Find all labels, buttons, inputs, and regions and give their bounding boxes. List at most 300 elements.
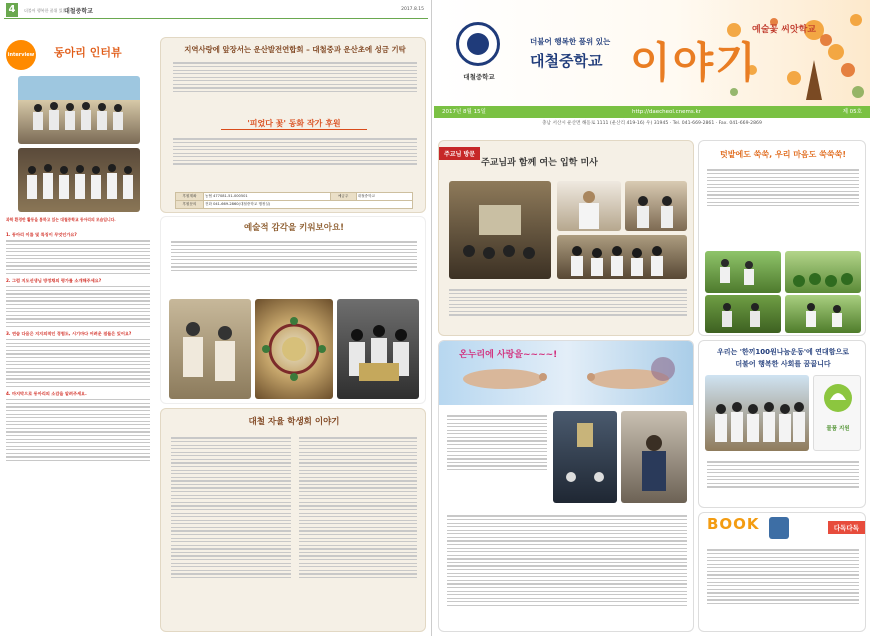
campaign-photo-figures — [705, 375, 809, 451]
text-line — [171, 516, 291, 517]
text-line — [6, 361, 150, 362]
text-line — [447, 565, 687, 566]
text-line — [171, 527, 291, 528]
running-title: 대철중학교 — [64, 8, 93, 15]
text-line — [447, 583, 687, 584]
text-line — [171, 487, 291, 488]
love-title: 온누리에 사랑을~~~~! — [459, 350, 558, 360]
text-line — [6, 326, 150, 327]
text-line — [449, 297, 687, 298]
club-title: 동아리 인터뷰 — [54, 46, 122, 59]
text-line — [171, 563, 291, 564]
text-line — [447, 533, 687, 534]
text-line — [447, 451, 547, 452]
text-line — [707, 553, 859, 554]
love-text-left — [447, 413, 547, 473]
text-line — [6, 375, 150, 376]
art-photo-2 — [255, 299, 333, 399]
text-line — [6, 460, 150, 461]
club-photo-1-figures — [18, 76, 140, 144]
text-line — [447, 537, 687, 538]
text-line — [299, 448, 417, 449]
text-line — [707, 180, 859, 181]
text-line — [171, 256, 417, 257]
text-line — [171, 555, 291, 556]
text-line — [299, 527, 417, 528]
text-line — [299, 473, 417, 474]
text-line — [173, 156, 417, 157]
text-line — [299, 541, 417, 542]
text-line — [171, 566, 291, 567]
text-line — [447, 448, 547, 449]
text-line — [6, 297, 150, 298]
text-line — [173, 163, 417, 164]
text-line — [6, 439, 150, 440]
text-line — [171, 252, 417, 253]
text-line — [299, 570, 417, 571]
text-line — [6, 286, 150, 287]
text-line — [171, 241, 417, 242]
text-line — [447, 455, 547, 456]
text-line — [6, 386, 150, 387]
love-photo-1-scene — [553, 411, 617, 503]
club-photo-1 — [18, 76, 140, 144]
book-logo: BOOK — [707, 515, 760, 533]
text-line — [171, 573, 291, 574]
text-line — [447, 587, 687, 588]
text-line — [707, 560, 859, 561]
text-line — [6, 258, 150, 259]
text-line — [6, 424, 150, 425]
text-line — [707, 472, 859, 473]
art-text — [171, 239, 417, 274]
text-line — [6, 431, 150, 432]
text-line — [171, 270, 417, 271]
text-line — [6, 382, 150, 383]
text-line — [6, 244, 150, 245]
text-line — [6, 315, 150, 316]
text-line — [299, 491, 417, 492]
text-line — [447, 591, 687, 592]
text-line — [447, 465, 547, 466]
text-line — [299, 480, 417, 481]
club-q2: 2. 그럼 지도선생님 방정채의 평가를 소개해주세요? — [6, 277, 102, 283]
text-line — [299, 545, 417, 546]
text-line — [6, 378, 150, 379]
text-line — [299, 516, 417, 517]
text-line — [173, 153, 417, 154]
right-page — [434, 0, 870, 636]
text-line — [707, 567, 859, 568]
text-line — [173, 62, 417, 63]
emblem-school-name: 대철중학교 — [463, 73, 495, 81]
text-line — [6, 410, 150, 411]
left-running-head — [4, 3, 428, 19]
visit-tag: 주교님 방문 — [439, 147, 480, 160]
website[interactable]: http://daecheol.cnems.kr — [632, 109, 701, 115]
text-line — [171, 259, 417, 260]
text-line — [447, 523, 687, 524]
text-line — [299, 534, 417, 535]
visit-title: 주교님과 함께 여는 입학 미사 — [481, 158, 598, 168]
text-line — [171, 245, 417, 246]
text-line — [171, 249, 417, 250]
visit-section — [438, 140, 694, 336]
text-line — [6, 248, 150, 249]
garden-photo-1-figures — [705, 251, 781, 293]
page-date: 2017.8.15 — [401, 7, 424, 12]
text-line — [707, 476, 859, 477]
art-school-logo: 예술꽃 씨앗학교 — [752, 25, 816, 35]
text-line — [171, 480, 291, 481]
text-line — [6, 308, 150, 309]
campaign-photo — [705, 375, 809, 451]
club-photo-2-figures — [18, 148, 140, 212]
art-photo-1-figures — [169, 299, 251, 399]
text-line — [171, 484, 291, 485]
emblem-inner — [467, 33, 489, 55]
text-line — [707, 592, 859, 593]
sponsor-label: 물품 지원 — [826, 426, 850, 432]
text-line — [447, 423, 547, 424]
text-line — [173, 73, 417, 74]
text-line — [171, 470, 291, 471]
text-line — [171, 491, 291, 492]
text-line — [173, 149, 417, 150]
visit-photo-4 — [557, 235, 687, 279]
text-line — [707, 557, 859, 558]
visit-photo-3-figures — [625, 181, 687, 231]
club-q1: 1. 동아리 이름 및 특징이 무엇인가요? — [6, 232, 77, 237]
community-text — [173, 60, 417, 95]
dadok-tag: 다독다독 — [828, 521, 865, 534]
text-line — [449, 314, 687, 315]
text-line — [299, 502, 417, 503]
flower-text — [173, 136, 417, 167]
text-line — [6, 368, 150, 369]
text-line — [299, 505, 417, 506]
text-line — [173, 80, 417, 81]
text-line — [6, 290, 150, 291]
text-line — [6, 442, 150, 443]
text-line — [299, 538, 417, 539]
text-line — [299, 459, 417, 460]
text-line — [171, 445, 291, 446]
text-line — [173, 146, 417, 147]
text-line — [171, 530, 291, 531]
story-title: 이야기 — [630, 38, 758, 87]
text-line — [447, 555, 687, 556]
text-line — [6, 339, 150, 340]
text-line — [707, 177, 859, 178]
issue-number: 제 05호 — [842, 109, 862, 115]
text-line — [707, 578, 859, 579]
text-line — [173, 160, 417, 161]
text-line — [299, 441, 417, 442]
text-line — [707, 564, 859, 565]
campaign-title-2: 더불어 행복한 사회를 꿈꿉니다 — [735, 360, 831, 368]
text-line — [299, 495, 417, 496]
art-photo-2-mandala — [255, 299, 333, 399]
visit-text — [449, 287, 687, 318]
text-line — [171, 509, 291, 510]
campaign-text — [707, 459, 859, 490]
text-line — [171, 552, 291, 553]
garden-photo-3-figures — [705, 295, 781, 333]
text-line — [299, 559, 417, 560]
text-line — [6, 456, 150, 457]
garden-photo-2 — [785, 251, 861, 293]
text-line — [171, 459, 291, 460]
text-line — [6, 343, 150, 344]
text-line — [707, 191, 859, 192]
table-row — [176, 201, 413, 209]
text-line — [447, 580, 687, 581]
love-photo-2-figure — [621, 411, 687, 503]
text-line — [6, 446, 150, 447]
text-line — [299, 455, 417, 456]
text-line — [171, 502, 291, 503]
text-line — [171, 466, 291, 467]
art-section — [160, 216, 426, 404]
book-section — [698, 512, 866, 632]
text-line — [6, 269, 150, 270]
text-line — [6, 371, 150, 372]
school-emblem — [456, 22, 500, 66]
campaign-section — [698, 340, 866, 508]
text-line — [707, 483, 859, 484]
text-line — [6, 417, 150, 418]
text-line — [447, 515, 687, 516]
text-line — [171, 437, 291, 438]
text-line — [171, 505, 291, 506]
text-line — [299, 523, 417, 524]
running-title-small: 더불어 행복한 품위 있는 — [24, 8, 67, 13]
text-line — [707, 194, 859, 195]
text-line — [447, 469, 547, 470]
visit-photo-4-figures — [557, 235, 687, 279]
text-line — [6, 350, 150, 351]
text-line — [449, 293, 687, 294]
text-line — [447, 415, 547, 416]
text-line — [173, 91, 417, 92]
text-line — [171, 577, 291, 578]
visit-photo-1 — [449, 181, 551, 279]
text-line — [173, 84, 417, 85]
text-line — [447, 605, 687, 606]
table-cell: 후원문의 — [176, 201, 204, 209]
text-line — [173, 70, 417, 71]
garden-photo-4 — [785, 295, 861, 333]
text-line — [447, 430, 547, 431]
sponsor-box — [813, 375, 861, 451]
address-line: 충남 서산시 운산면 해돋로 1111 (운산리 419-16) 우) 31945 · Tel. 041-669-2861 · Fax. 041-669-2869 — [542, 121, 762, 126]
text-line — [447, 458, 547, 459]
text-line — [6, 406, 150, 407]
page-number: 4 — [6, 3, 18, 17]
garden-photo-2-plants — [785, 251, 861, 293]
book-text — [707, 547, 859, 607]
text-line — [299, 577, 417, 578]
text-line — [171, 477, 291, 478]
slogan-big: 대철중학교 — [530, 52, 603, 70]
text-line — [707, 585, 859, 586]
text-line — [707, 173, 859, 174]
text-line — [447, 551, 687, 552]
garden-photo-1 — [705, 251, 781, 293]
text-line — [447, 440, 547, 441]
club-q4: 4. 마지막으로 동아리의 소감을 알려주세요. — [6, 390, 87, 396]
text-line — [299, 563, 417, 564]
text-line — [173, 77, 417, 78]
text-line — [6, 311, 150, 312]
text-line — [6, 357, 150, 358]
text-line — [6, 322, 150, 323]
text-line — [707, 461, 859, 462]
text-line — [299, 520, 417, 521]
visit-photo-3 — [625, 181, 687, 231]
visit-photo-1-scene — [449, 181, 551, 279]
text-line — [6, 399, 150, 400]
text-line — [447, 544, 687, 545]
text-line — [707, 582, 859, 583]
text-line — [707, 198, 859, 199]
love-text-bottom — [447, 513, 687, 608]
text-line — [299, 573, 417, 574]
text-line — [299, 445, 417, 446]
text-line — [6, 453, 150, 454]
club-q3: 3. 연습 다음은 지지의적인 경험도, 시기마다 어려운 점들은 있어요? — [6, 330, 132, 336]
text-line — [707, 187, 859, 188]
text-line — [171, 462, 291, 463]
text-line — [171, 570, 291, 571]
text-line — [707, 571, 859, 572]
text-line — [707, 599, 859, 600]
text-line — [447, 569, 687, 570]
text-line — [299, 530, 417, 531]
art-title: 예술적 감각을 키워보아요! — [243, 223, 345, 233]
text-line — [6, 273, 150, 274]
text-line — [449, 304, 687, 305]
text-line — [6, 346, 150, 347]
text-line — [171, 452, 291, 453]
issue-date: 2017년 8월 15일 — [442, 109, 486, 115]
text-line — [449, 300, 687, 301]
text-line — [171, 495, 291, 496]
text-line — [171, 441, 291, 442]
text-line — [6, 353, 150, 354]
garden-text — [707, 167, 859, 209]
text-line — [6, 449, 150, 450]
text-line — [171, 266, 417, 267]
text-line — [6, 414, 150, 415]
text-line — [447, 444, 547, 445]
student-text-right — [299, 435, 417, 581]
text-line — [299, 555, 417, 556]
love-photo-1 — [553, 411, 617, 503]
text-line — [6, 304, 150, 305]
text-line — [171, 455, 291, 456]
text-line — [171, 548, 291, 549]
text-line — [449, 307, 687, 308]
text-line — [299, 513, 417, 514]
garden-section — [698, 140, 866, 336]
text-line — [6, 435, 150, 436]
community-section — [160, 37, 426, 213]
text-line — [449, 289, 687, 290]
text-line — [707, 465, 859, 466]
text-line — [6, 240, 150, 241]
student-council-section — [160, 408, 426, 632]
sponsor-icon — [814, 376, 861, 416]
love-photo-2 — [621, 411, 687, 503]
text-line — [447, 419, 547, 420]
table-cell: 전화 041-669-2860(대철중학교 행정실) — [204, 201, 413, 209]
text-line — [299, 466, 417, 467]
text-line — [299, 477, 417, 478]
art-photo-3 — [337, 299, 419, 399]
text-line — [707, 205, 859, 206]
club-lead: 과학 환경반 활동을 통하고 있는 대철중학교 동아리의 모습입니다. — [6, 217, 116, 222]
text-line — [707, 574, 859, 575]
text-line — [447, 562, 687, 563]
text-line — [171, 541, 291, 542]
text-line — [171, 520, 291, 521]
text-line — [173, 138, 417, 139]
text-line — [447, 598, 687, 599]
text-line — [447, 519, 687, 520]
text-line — [707, 603, 859, 604]
text-line — [707, 589, 859, 590]
text-line — [299, 552, 417, 553]
text-line — [299, 498, 417, 499]
issue-bar — [434, 106, 870, 118]
text-line — [447, 548, 687, 549]
text-line — [6, 251, 150, 252]
text-line — [447, 462, 547, 463]
text-line — [707, 479, 859, 480]
text-line — [707, 202, 859, 203]
art-photo-1 — [169, 299, 251, 399]
text-line — [707, 549, 859, 550]
text-line — [173, 87, 417, 88]
text-line — [447, 594, 687, 595]
text-line — [447, 573, 687, 574]
text-line — [299, 487, 417, 488]
table-cell: 농협 477081-51-000501 — [204, 193, 331, 201]
garden-photo-3 — [705, 295, 781, 333]
text-line — [447, 437, 547, 438]
interview-badge: interview — [6, 40, 36, 70]
text-line — [171, 498, 291, 499]
text-line — [447, 433, 547, 434]
text-line — [6, 300, 150, 301]
text-line — [171, 263, 417, 264]
slogan-small: 더불어 행복한 품위 있는 — [530, 37, 611, 46]
table-cell: 후원계좌 — [176, 193, 204, 201]
text-line — [447, 526, 687, 527]
text-line — [707, 169, 859, 170]
text-line — [447, 530, 687, 531]
text-line — [171, 523, 291, 524]
art-photo-3-figures — [337, 299, 419, 399]
text-line — [6, 293, 150, 294]
text-line — [173, 142, 417, 143]
text-line — [707, 469, 859, 470]
text-line — [299, 437, 417, 438]
text-line — [6, 265, 150, 266]
garden-title: 텃밭에도 쑥쑥, 우리 마음도 쑥쑥쑥! — [719, 150, 847, 159]
